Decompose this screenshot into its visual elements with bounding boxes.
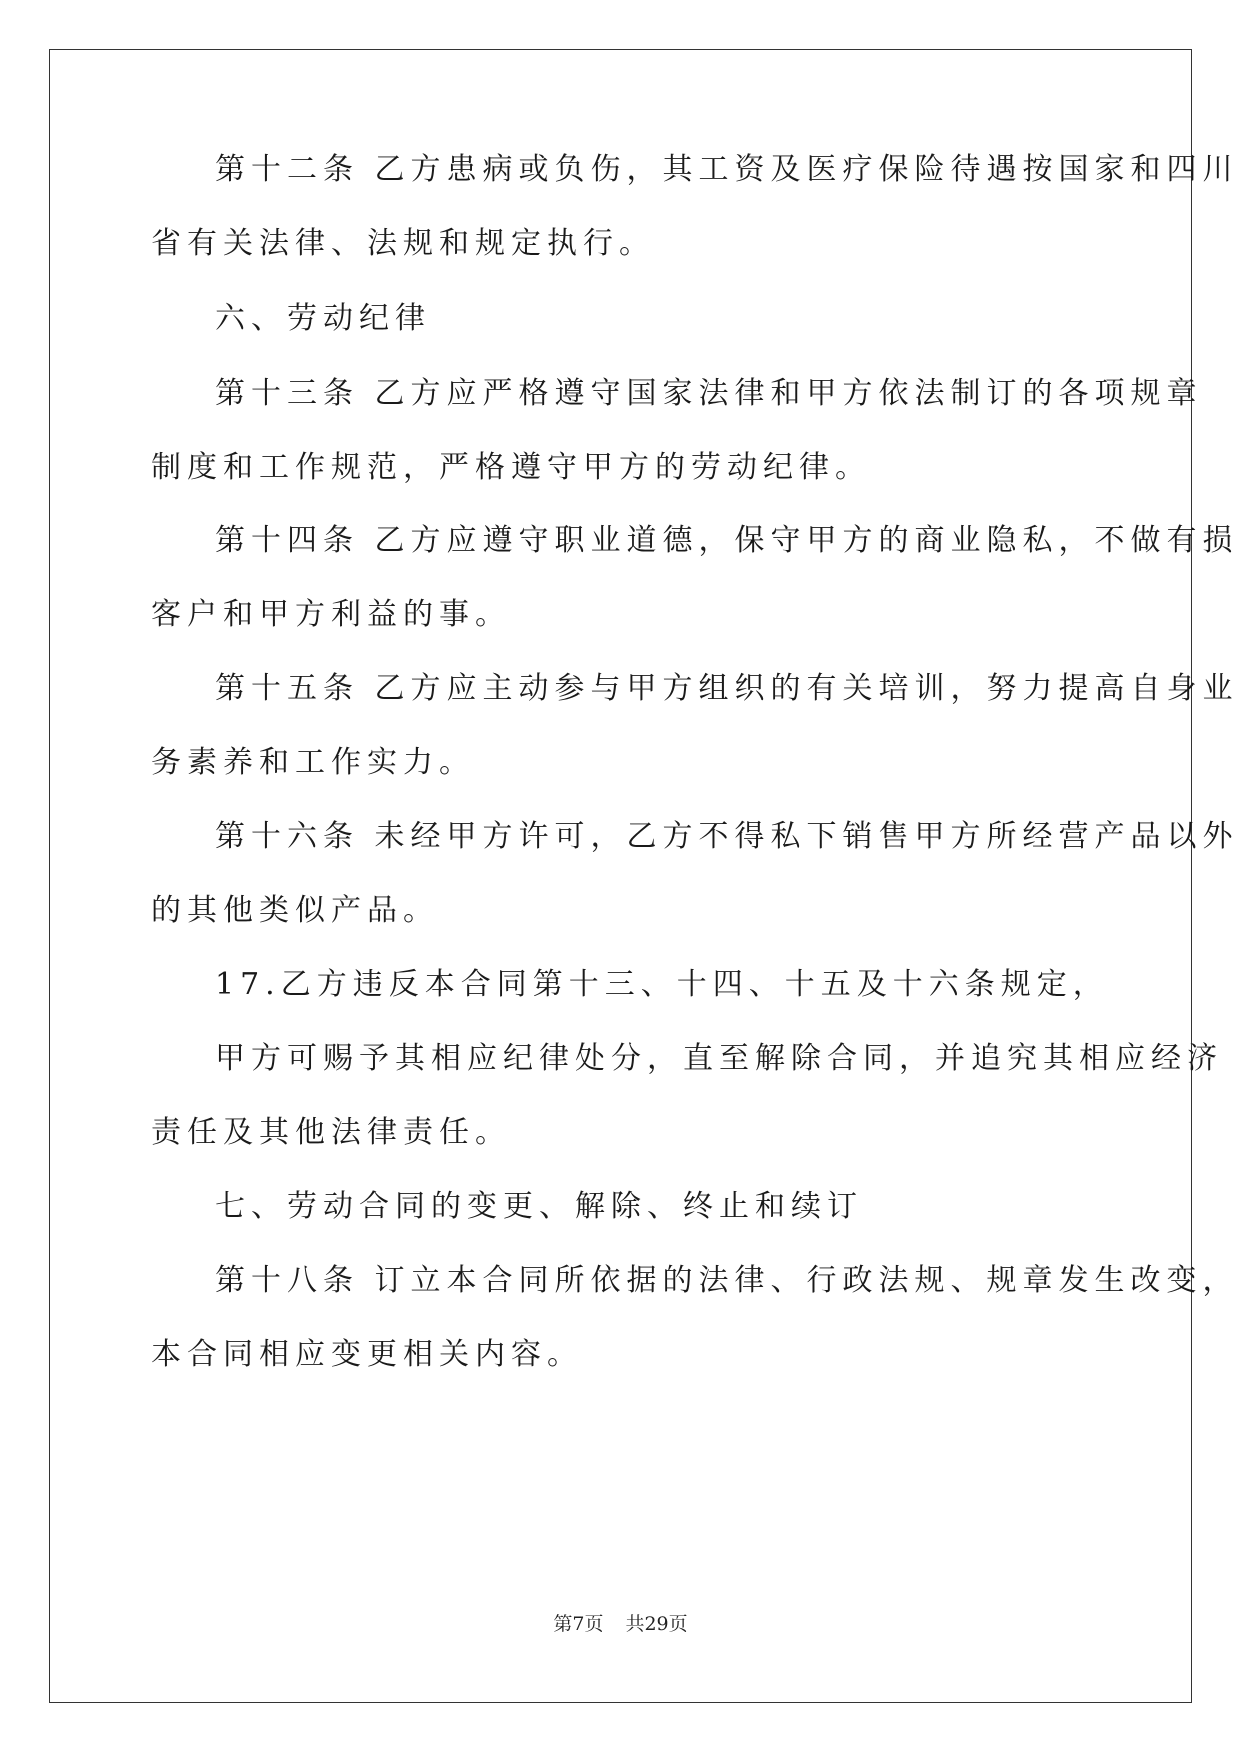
article-16-line-2: 的其他类似产品。	[151, 893, 439, 928]
article-17-cont-line-1: 甲方可赐予其相应纪律处分，直至解除合同，并追究其相应经济	[215, 1041, 1223, 1076]
article-12-line-1: 第十二条 乙方患病或负伤，其工资及医疗保险待遇按国家和四川	[215, 152, 1239, 187]
article-16-line-1: 第十六条 未经甲方许可，乙方不得私下销售甲方所经营产品以外	[215, 819, 1239, 854]
article-18-line-1: 第十八条 订立本合同所依据的法律、行政法规、规章发生改变，	[215, 1263, 1239, 1298]
page-footer	[0, 1612, 1241, 1636]
article-15-line-1: 第十五条 乙方应主动参与甲方组织的有关培训，努力提高自身业	[215, 671, 1239, 706]
article-18-line-2: 本合同相应变更相关内容。	[151, 1337, 583, 1372]
section-7-heading: 七、劳动合同的变更、解除、终止和续订	[215, 1189, 863, 1224]
total-page-count: 共29页	[625, 1613, 688, 1635]
article-14-line-1: 第十四条 乙方应遵守职业道德，保守甲方的商业隐私，不做有损	[215, 523, 1239, 558]
page-border	[49, 49, 1192, 1703]
article-13-line-2: 制度和工作规范，严格遵守甲方的劳动纪律。	[151, 450, 871, 485]
article-13-line-1: 第十三条 乙方应严格遵守国家法律和甲方依法制订的各项规章	[215, 376, 1203, 411]
current-page-number: 第7页	[553, 1613, 604, 1635]
article-17-line-1: 17.乙方违反本合同第十三、十四、十五及十六条规定，	[215, 967, 1109, 1002]
article-12-line-2: 省有关法律、法规和规定执行。	[151, 226, 655, 261]
section-6-heading: 六、劳动纪律	[215, 301, 431, 336]
article-14-line-2: 客户和甲方利益的事。	[151, 597, 511, 632]
article-15-line-2: 务素养和工作实力。	[151, 745, 475, 780]
article-17-cont-line-2: 责任及其他法律责任。	[151, 1115, 511, 1150]
